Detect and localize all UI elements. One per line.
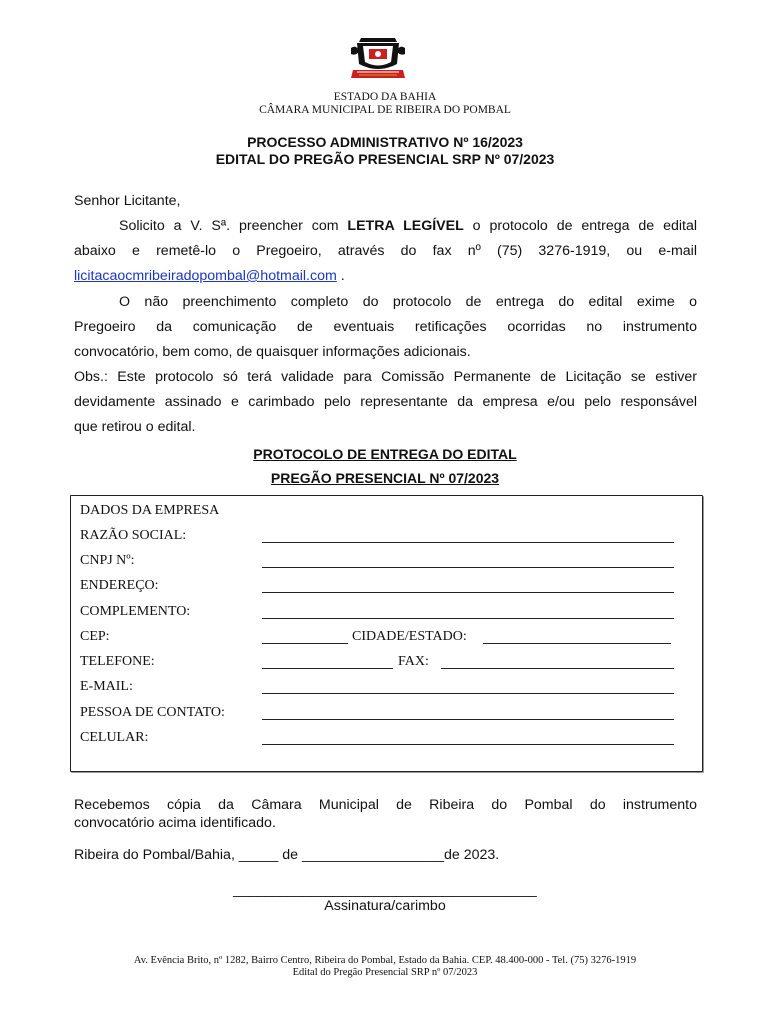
paragraph-2-line-2: Pregoeiro da comunicação de eventuais retificações ocorridas no instrumento xyxy=(74,319,697,335)
date-line: Ribeira do Pombal/Bahia, _____ de __________________de 2023. xyxy=(74,847,500,863)
contato-label: PESSOA DE CONTATO: xyxy=(80,705,225,720)
paragraph-2-line-1: O não preenchimento completo do protocolo de entrega do edital exime o xyxy=(119,294,697,310)
complemento-field[interactable] xyxy=(262,618,674,619)
signature-label: Assinatura/carimbo xyxy=(324,898,446,914)
protocol-subtitle: PREGÃO PRESENCIAL Nº 07/2023 xyxy=(270,470,500,486)
cep-label: CEP: xyxy=(80,629,110,644)
chamber-name: CÂMARA MUNICIPAL DE RIBEIRA DO POMBAL xyxy=(259,104,511,116)
company-data-heading: DADOS DA EMPRESA xyxy=(80,503,220,518)
cidade-estado-label: CIDADE/ESTADO: xyxy=(352,629,467,644)
cep-field[interactable] xyxy=(262,643,348,644)
obs-line-2: devidamente assinado e carimbado pelo representante da empresa e/ou pelo responsável xyxy=(74,394,697,410)
cnpj-field[interactable] xyxy=(262,567,674,568)
footer-edital: Edital do Pregão Presencial SRP nº 07/2023 xyxy=(292,967,478,978)
paragraph-1-line-3: licitacaocmribeiradopombal@hotmail.com . xyxy=(74,268,345,284)
cnpj-label: CNPJ Nº: xyxy=(80,553,135,568)
razao-social-field[interactable] xyxy=(262,542,674,543)
obs-line-3: que retirou o edital. xyxy=(74,419,196,435)
contato-field[interactable] xyxy=(262,719,674,720)
state-name: ESTADO DA BAHIA xyxy=(333,91,437,103)
paragraph-1-line-1: Solicito a V. Sª. preencher com LETRA LEGÍVEL o protocolo de entrega de edital xyxy=(119,218,697,234)
complemento-label: COMPLEMENTO: xyxy=(80,604,191,619)
cidade-estado-field[interactable] xyxy=(483,643,671,644)
endereco-label: ENDEREÇO: xyxy=(80,578,159,593)
celular-field[interactable] xyxy=(262,744,674,745)
email-link[interactable]: licitacaocmribeiradopombal@hotmail.com xyxy=(74,268,337,284)
endereco-field[interactable] xyxy=(262,592,674,593)
celular-label: CELULAR: xyxy=(80,730,149,745)
email-field[interactable] xyxy=(262,693,674,694)
salutation: Senhor Licitante, xyxy=(74,193,181,209)
receipt-line-2: convocatório acima identificado. xyxy=(74,815,276,831)
signature-rule: _______________________________________ xyxy=(233,881,537,897)
razao-social-label: RAZÃO SOCIAL: xyxy=(80,528,187,543)
telefone-field[interactable] xyxy=(262,668,393,669)
paragraph-1-line-2: abaixo e remetê-lo o Pregoeiro, através do fax nº (75) 3276-1919, ou e-mail xyxy=(74,243,697,259)
fax-field[interactable] xyxy=(441,668,674,669)
edital-title: EDITAL DO PREGÃO PRESENCIAL SRP Nº 07/2023 xyxy=(215,151,555,167)
process-title: PROCESSO ADMINISTRATIVO Nº 16/2023 xyxy=(247,134,523,150)
footer-address: Av. Evência Brito, nº 1282, Bairro Centro, Ribeira do Pombal, Estado da Bahia. CEP. 48.400-000 - Tel. (75) 3276-1919 xyxy=(133,955,637,966)
telefone-label: TELEFONE: xyxy=(80,654,155,669)
receipt-line-1: Recebemos cópia da Câmara Municipal de Ribeira do Pombal do instrumento xyxy=(74,797,697,813)
protocol-title: PROTOCOLO DE ENTREGA DO EDITAL xyxy=(253,446,517,462)
email-label: E-MAIL: xyxy=(80,679,133,694)
fax-label: FAX: xyxy=(398,654,429,669)
coat-of-arms-icon xyxy=(347,34,409,82)
obs-line-1: Obs.: Este protocolo só terá validade para Comissão Permanente de Licitação se estiver xyxy=(74,369,697,385)
paragraph-2-line-3: convocatório, bem como, de quaisquer informações adicionais. xyxy=(74,344,471,360)
